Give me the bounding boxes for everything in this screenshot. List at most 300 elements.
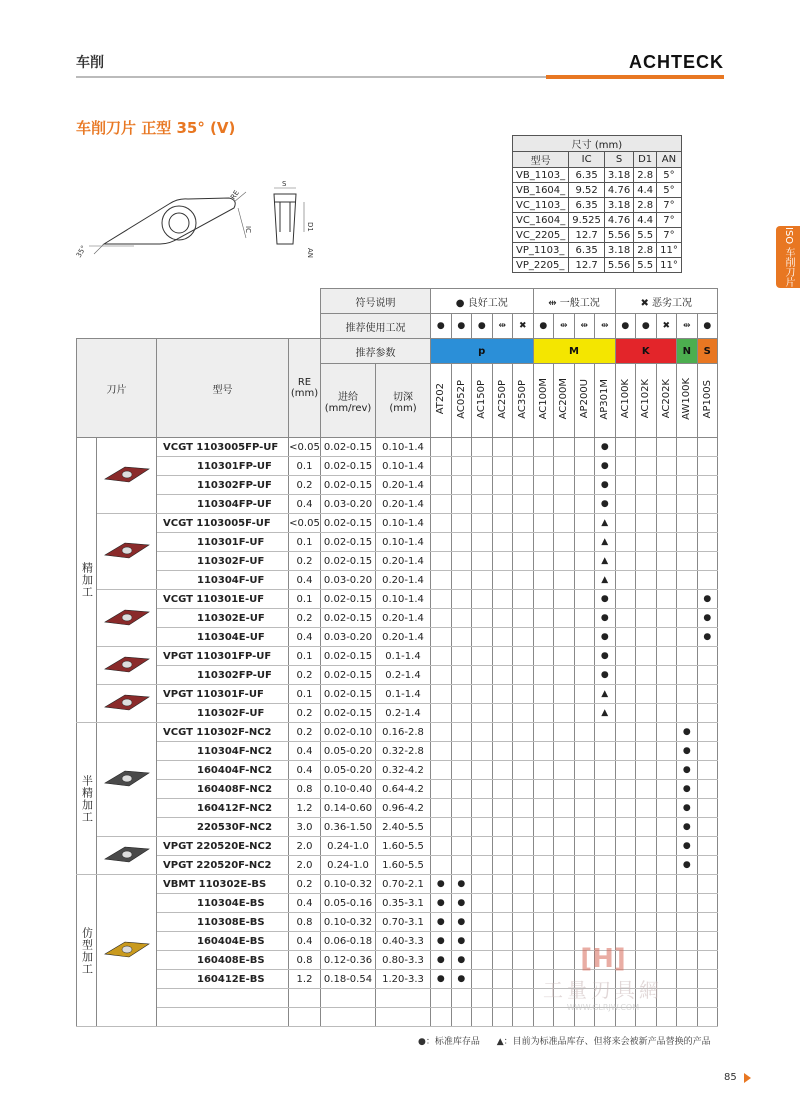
watermark-text: 工量刃具網 xyxy=(543,978,663,1002)
insert-image-cell xyxy=(97,647,157,685)
grade-mark-cell xyxy=(697,894,718,913)
model-cell: 220530F-NC2 xyxy=(157,818,289,837)
grade-mark-cell xyxy=(554,666,575,685)
grade-mark-cell xyxy=(656,514,677,533)
depth-cell: 0.10-1.4 xyxy=(376,590,431,609)
re-cell xyxy=(289,1008,321,1027)
grade-mark-cell xyxy=(574,628,595,647)
dimension-value-cell: 6.35 xyxy=(569,168,605,183)
grade-mark-cell xyxy=(656,457,677,476)
dimension-type-cell: VP_1103_ xyxy=(513,243,569,258)
grade-mark-cell xyxy=(492,685,513,704)
re-cell: 3.0 xyxy=(289,818,321,837)
grade-mark-cell xyxy=(697,495,718,514)
grade-mark-cell xyxy=(554,609,575,628)
model-cell xyxy=(157,989,289,1008)
grade-mark-cell xyxy=(636,742,657,761)
feed-cell: 0.02-0.10 xyxy=(321,723,376,742)
depth-cell: 0.1-1.4 xyxy=(376,647,431,666)
grade-mark-cell xyxy=(615,533,636,552)
grade-mark-cell xyxy=(636,856,657,875)
grade-mark-cell xyxy=(677,951,698,970)
grade-mark-cell xyxy=(656,590,677,609)
an-label: AN xyxy=(306,248,314,259)
depth-cell: 0.20-1.4 xyxy=(376,571,431,590)
re-label: RE xyxy=(229,188,241,202)
dimension-value-cell: 11° xyxy=(657,258,682,273)
grade-name: AC250P xyxy=(496,379,508,419)
model-cell: 160408E-BS xyxy=(157,951,289,970)
dimension-header-cell: S xyxy=(604,152,633,168)
grade-mark-cell xyxy=(431,609,452,628)
grade-mark-cell xyxy=(636,761,657,780)
feed-cell: 0.02-0.15 xyxy=(321,704,376,723)
grade-mark-cell xyxy=(431,457,452,476)
grade-header xyxy=(595,364,616,438)
grade-mark-cell xyxy=(513,628,534,647)
re-cell: <0.05 xyxy=(289,438,321,457)
table-row xyxy=(77,609,718,628)
model-cell: VPGT 220520E-NC2 xyxy=(157,837,289,856)
grade-mark-cell xyxy=(677,894,698,913)
grade-mark-cell xyxy=(533,514,554,533)
dimension-value-cell: 5.5 xyxy=(634,258,657,273)
model-cell xyxy=(157,1008,289,1027)
model-cell: 160404E-BS xyxy=(157,932,289,951)
grade-mark-cell xyxy=(595,837,616,856)
grade-mark-cell: ● xyxy=(677,761,698,780)
grade-mark-cell xyxy=(431,856,452,875)
grade-mark-cell xyxy=(472,685,493,704)
depth-cell: 0.10-1.4 xyxy=(376,514,431,533)
grade-header xyxy=(574,364,595,438)
re-cell: 0.2 xyxy=(289,666,321,685)
grade-mark-cell xyxy=(513,742,534,761)
section-title: 车削 xyxy=(76,55,104,71)
grade-mark-cell xyxy=(533,457,554,476)
dimension-value-cell: 12.7 xyxy=(569,228,605,243)
re-cell: 0.4 xyxy=(289,761,321,780)
grade-mark-cell xyxy=(574,894,595,913)
grade-mark-cell xyxy=(615,647,636,666)
grade-mark-cell xyxy=(451,609,472,628)
grade-mark-cell xyxy=(656,742,677,761)
feed-cell: 0.02-0.15 xyxy=(321,609,376,628)
grade-mark-cell xyxy=(554,780,575,799)
grade-name: AC350P xyxy=(517,379,529,419)
table-row xyxy=(77,628,718,647)
grade-mark-cell xyxy=(431,989,452,1008)
condition-mark: ● xyxy=(431,314,452,339)
grade-mark-cell xyxy=(615,495,636,514)
dimension-row xyxy=(513,168,682,183)
re-cell: 0.8 xyxy=(289,913,321,932)
grade-mark-cell xyxy=(472,609,493,628)
dimension-value-cell: 4.76 xyxy=(604,213,633,228)
grade-mark-cell xyxy=(636,514,657,533)
grade-mark-cell xyxy=(636,723,657,742)
dimension-row xyxy=(513,243,682,258)
grade-mark-cell xyxy=(533,590,554,609)
grade-mark-cell xyxy=(656,856,677,875)
grade-header xyxy=(636,364,657,438)
grade-mark-cell xyxy=(636,685,657,704)
grade-mark-cell xyxy=(472,628,493,647)
grade-mark-cell xyxy=(677,457,698,476)
grade-mark-cell xyxy=(513,894,534,913)
insert-image-cell xyxy=(97,723,157,837)
grade-mark-cell xyxy=(697,1008,718,1027)
grade-mark-cell xyxy=(697,875,718,894)
grade-mark-cell xyxy=(431,571,452,590)
grade-mark-cell xyxy=(615,856,636,875)
grade-mark-cell xyxy=(513,818,534,837)
angle-label: 35° xyxy=(74,244,88,259)
grade-mark-cell xyxy=(513,932,534,951)
grade-mark-cell xyxy=(656,894,677,913)
grade-mark-cell xyxy=(656,571,677,590)
grade-mark-cell xyxy=(697,514,718,533)
grade-mark-cell xyxy=(554,856,575,875)
page-arrow-icon xyxy=(744,1073,751,1083)
grade-mark-cell xyxy=(697,742,718,761)
feed-cell: 0.05-0.20 xyxy=(321,761,376,780)
grade-mark-cell xyxy=(677,628,698,647)
grade-mark-cell xyxy=(615,457,636,476)
model-cell: VCGT 110302F-NC2 xyxy=(157,723,289,742)
grade-mark-cell xyxy=(615,742,636,761)
grade-mark-cell xyxy=(697,780,718,799)
feed-cell: 0.02-0.15 xyxy=(321,457,376,476)
grade-mark-cell xyxy=(472,647,493,666)
table-row xyxy=(77,495,718,514)
grade-mark-cell xyxy=(451,590,472,609)
dimension-value-cell: 4.4 xyxy=(634,213,657,228)
grade-mark-cell xyxy=(636,704,657,723)
grade-mark-cell xyxy=(554,913,575,932)
dimension-row xyxy=(513,198,682,213)
machining-group-label: 仿型加工 xyxy=(77,875,97,1027)
grade-mark-cell xyxy=(656,818,677,837)
feed-cell: 0.06-0.18 xyxy=(321,932,376,951)
grade-mark-cell xyxy=(513,685,534,704)
grade-mark-cell xyxy=(697,571,718,590)
grade-mark-cell: ● xyxy=(677,837,698,856)
grade-mark-cell xyxy=(574,552,595,571)
grade-mark-cell xyxy=(574,837,595,856)
feed-cell: 0.03-0.20 xyxy=(321,495,376,514)
depth-cell: 1.60-5.5 xyxy=(376,856,431,875)
grade-name: AT202 xyxy=(435,383,447,415)
insert-hole xyxy=(122,851,132,858)
re-cell: 0.1 xyxy=(289,647,321,666)
grade-mark-cell xyxy=(554,837,575,856)
dimension-value-cell: 4.4 xyxy=(634,183,657,198)
grade-mark-cell xyxy=(636,780,657,799)
grade-mark-cell xyxy=(451,552,472,571)
model-cell: 110304F-NC2 xyxy=(157,742,289,761)
feed-cell xyxy=(321,989,376,1008)
grade-mark-cell xyxy=(513,723,534,742)
grade-mark-cell xyxy=(595,913,616,932)
condition-mark: ✖ xyxy=(513,314,534,339)
grade-mark-cell xyxy=(574,609,595,628)
grade-mark-cell xyxy=(677,685,698,704)
feed-cell: 0.05-0.16 xyxy=(321,894,376,913)
dimension-row xyxy=(513,213,682,228)
table-row xyxy=(77,476,718,495)
grade-mark-cell: ▲ xyxy=(595,552,616,571)
grade-mark-cell xyxy=(574,761,595,780)
model-cell: 110302FP-UF xyxy=(157,666,289,685)
grade-mark-cell xyxy=(595,894,616,913)
material-row xyxy=(77,339,718,364)
grade-mark-cell xyxy=(615,628,636,647)
dimension-table xyxy=(512,135,682,273)
grade-mark-cell xyxy=(492,571,513,590)
machining-group-label: 精加工 xyxy=(77,438,97,723)
dimension-value-cell: 7° xyxy=(657,213,682,228)
model-cell: 110308E-BS xyxy=(157,913,289,932)
dimension-value-cell: 5.56 xyxy=(604,258,633,273)
depth-cell: 0.80-3.3 xyxy=(376,951,431,970)
dimension-value-cell: 5.56 xyxy=(604,228,633,243)
grade-mark-cell xyxy=(492,913,513,932)
depth-cell: 0.1-1.4 xyxy=(376,685,431,704)
insert-column-header: 刀片 xyxy=(77,339,157,438)
grade-mark-cell xyxy=(554,590,575,609)
table-row xyxy=(77,438,718,457)
material-group-s: S xyxy=(697,339,718,364)
re-cell: 0.2 xyxy=(289,704,321,723)
grade-mark-cell xyxy=(595,856,616,875)
grade-mark-cell xyxy=(697,989,718,1008)
grade-mark-cell xyxy=(615,799,636,818)
grade-mark-cell xyxy=(492,476,513,495)
grade-mark-cell xyxy=(533,875,554,894)
grade-mark-cell xyxy=(697,856,718,875)
table-row xyxy=(77,666,718,685)
grade-mark-cell xyxy=(677,571,698,590)
grade-mark-cell xyxy=(554,571,575,590)
grade-mark-cell xyxy=(492,552,513,571)
grade-mark-cell xyxy=(533,628,554,647)
grade-mark-cell xyxy=(554,533,575,552)
re-cell: 0.4 xyxy=(289,628,321,647)
grade-name: AC052P xyxy=(455,379,467,419)
dimension-table-body xyxy=(513,168,682,273)
grade-mark-cell xyxy=(677,704,698,723)
legend xyxy=(418,1034,725,1047)
legend-triangle: ▲：目前为标准品库存、但将来会被新产品替换的产品 xyxy=(496,1037,711,1047)
grade-mark-cell xyxy=(513,495,534,514)
grade-mark-cell xyxy=(533,913,554,932)
grade-mark-cell xyxy=(615,704,636,723)
grade-mark-cell xyxy=(595,875,616,894)
grade-mark-cell xyxy=(472,552,493,571)
params-header: 推荐参数 xyxy=(321,339,431,364)
grade-mark-cell xyxy=(595,723,616,742)
grade-name: AC150P xyxy=(476,379,488,419)
grade-mark-cell xyxy=(513,1008,534,1027)
grade-mark-cell xyxy=(431,780,452,799)
side-tab[interactable]: ISO 车削刀片 xyxy=(776,226,800,288)
feed-cell: 0.02-0.15 xyxy=(321,685,376,704)
re-cell: 2.0 xyxy=(289,856,321,875)
grade-mark-cell xyxy=(554,799,575,818)
depth-cell: 2.40-5.5 xyxy=(376,818,431,837)
grade-mark-cell xyxy=(595,761,616,780)
depth-cell xyxy=(376,1008,431,1027)
grade-mark-cell xyxy=(574,799,595,818)
grade-mark-cell xyxy=(533,723,554,742)
grade-mark-cell xyxy=(472,742,493,761)
depth-cell: 0.16-2.8 xyxy=(376,723,431,742)
grade-mark-cell xyxy=(615,666,636,685)
material-group-n: N xyxy=(677,339,698,364)
grade-mark-cell xyxy=(697,666,718,685)
insert-image xyxy=(99,763,155,793)
grade-mark-cell xyxy=(492,742,513,761)
grade-mark-cell xyxy=(451,533,472,552)
page-number: 85 xyxy=(724,1072,737,1083)
grade-mark-cell xyxy=(513,666,534,685)
grade-mark-cell xyxy=(656,761,677,780)
model-cell: VBMT 110302E-BS xyxy=(157,875,289,894)
grade-header xyxy=(533,364,554,438)
re-cell: <0.05 xyxy=(289,514,321,533)
symbol-good: ● 良好工况 xyxy=(431,289,534,314)
grade-mark-cell xyxy=(451,514,472,533)
feed-cell: 0.10-0.40 xyxy=(321,780,376,799)
grade-mark-cell xyxy=(595,742,616,761)
re-cell: 0.1 xyxy=(289,533,321,552)
grade-mark-cell xyxy=(574,571,595,590)
grade-mark-cell xyxy=(492,894,513,913)
grade-mark-cell xyxy=(431,514,452,533)
grade-mark-cell xyxy=(574,856,595,875)
grade-mark-cell xyxy=(677,552,698,571)
model-cell: 110302E-UF xyxy=(157,609,289,628)
grade-mark-cell xyxy=(554,476,575,495)
insert-top-view xyxy=(89,192,246,254)
grade-mark-cell xyxy=(533,856,554,875)
model-cell: 160404F-NC2 xyxy=(157,761,289,780)
grade-mark-cell xyxy=(451,818,472,837)
grade-mark-cell xyxy=(677,970,698,989)
dimension-value-cell: 5.5 xyxy=(634,228,657,243)
grade-mark-cell xyxy=(677,514,698,533)
feed-cell: 0.02-0.15 xyxy=(321,438,376,457)
condition-mark: ● xyxy=(533,314,554,339)
grade-mark-cell xyxy=(574,476,595,495)
grade-mark-cell xyxy=(554,647,575,666)
insert-image-cell xyxy=(97,875,157,1027)
grade-mark-cell: ● xyxy=(595,495,616,514)
feed-cell: 0.02-0.15 xyxy=(321,476,376,495)
depth-cell: 0.2-1.4 xyxy=(376,666,431,685)
grade-mark-cell xyxy=(472,495,493,514)
grade-header xyxy=(513,364,534,438)
grade-mark-cell xyxy=(513,476,534,495)
page-title: 车削刀片 正型 35° (V) xyxy=(76,119,236,137)
grade-mark-cell xyxy=(431,666,452,685)
grade-mark-cell xyxy=(677,438,698,457)
dimension-value-cell: 2.8 xyxy=(634,198,657,213)
grade-mark-cell xyxy=(697,476,718,495)
grade-mark-cell xyxy=(656,476,677,495)
table-row xyxy=(77,894,718,913)
dimension-value-cell: 5° xyxy=(657,168,682,183)
grade-mark-cell: ● xyxy=(431,932,452,951)
grade-mark-cell xyxy=(472,533,493,552)
table-row xyxy=(77,723,718,742)
grade-mark-cell xyxy=(615,818,636,837)
table-row xyxy=(77,761,718,780)
grade-mark-cell xyxy=(574,590,595,609)
grade-mark-cell xyxy=(574,685,595,704)
dimension-value-cell: 7° xyxy=(657,198,682,213)
grade-mark-cell xyxy=(472,590,493,609)
grade-mark-cell xyxy=(636,799,657,818)
table-row xyxy=(77,552,718,571)
grade-mark-cell xyxy=(554,685,575,704)
grade-mark-cell xyxy=(431,552,452,571)
grade-mark-cell xyxy=(574,780,595,799)
model-cell: 110301FP-UF xyxy=(157,457,289,476)
grade-mark-cell xyxy=(656,609,677,628)
feed-cell xyxy=(321,1008,376,1027)
grade-mark-cell xyxy=(431,742,452,761)
grade-mark-cell xyxy=(677,647,698,666)
grade-mark-cell xyxy=(656,495,677,514)
grade-mark-cell xyxy=(636,875,657,894)
grade-mark-cell xyxy=(513,780,534,799)
condition-mark: ⇹ xyxy=(554,314,575,339)
grade-mark-cell: ▲ xyxy=(595,571,616,590)
grade-mark-cell xyxy=(554,742,575,761)
grade-mark-cell xyxy=(615,761,636,780)
feed-cell: 0.18-0.54 xyxy=(321,970,376,989)
depth-cell: 0.10-1.4 xyxy=(376,438,431,457)
insert-hole xyxy=(122,775,132,782)
grade-mark-cell: ● xyxy=(431,970,452,989)
grade-mark-cell xyxy=(697,723,718,742)
re-cell: 0.2 xyxy=(289,609,321,628)
grade-mark-cell xyxy=(472,837,493,856)
grade-mark-cell: ● xyxy=(431,875,452,894)
grade-mark-cell xyxy=(513,704,534,723)
depth-cell: 0.10-1.4 xyxy=(376,533,431,552)
condition-mark: ⇹ xyxy=(595,314,616,339)
grade-mark-cell xyxy=(574,514,595,533)
grade-mark-cell xyxy=(472,1008,493,1027)
grade-mark-cell xyxy=(431,818,452,837)
model-cell: 110304F-UF xyxy=(157,571,289,590)
grade-mark-cell xyxy=(677,1008,698,1027)
re-cell: 0.8 xyxy=(289,951,321,970)
model-cell: VCGT 110301E-UF xyxy=(157,590,289,609)
grade-header xyxy=(492,364,513,438)
depth-cell: 0.20-1.4 xyxy=(376,495,431,514)
grade-mark-cell xyxy=(677,932,698,951)
grade-mark-cell xyxy=(554,704,575,723)
grade-mark-cell xyxy=(615,685,636,704)
dimension-row xyxy=(513,228,682,243)
insert-image-cell xyxy=(97,590,157,647)
depth-cell: 0.10-1.4 xyxy=(376,457,431,476)
grade-mark-cell xyxy=(574,438,595,457)
